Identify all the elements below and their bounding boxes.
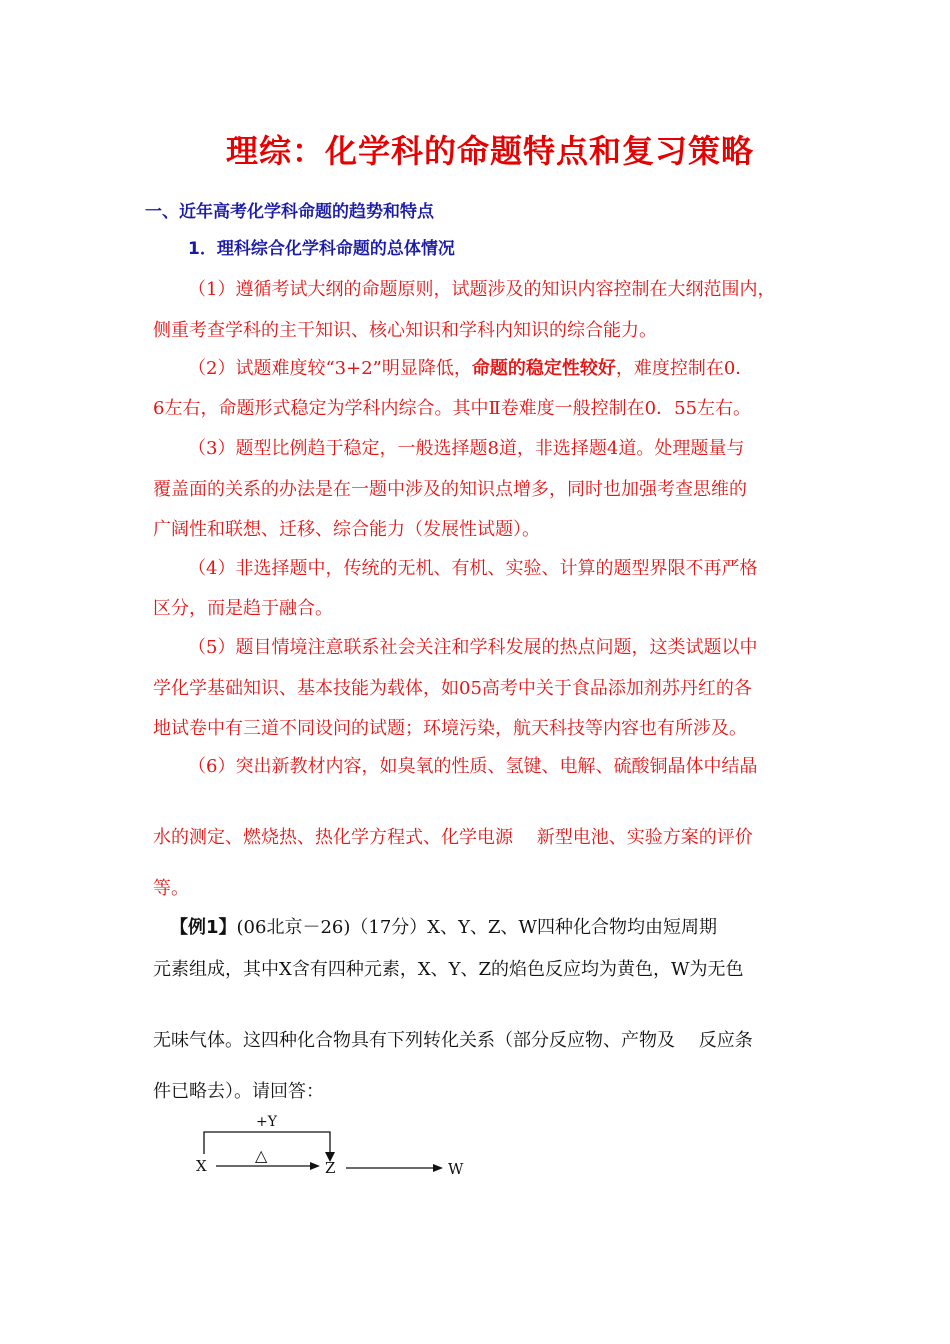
section-heading: 一、近年高考化学科命题的趋势和特点	[145, 202, 434, 222]
paragraph-2-line-2: 6左右，命题形式稳定为学科内综合。其中Ⅱ卷难度一般控制在0．55左右。	[153, 398, 752, 419]
arrowhead-z-to-w	[433, 1164, 443, 1172]
reaction-diagram	[190, 1106, 490, 1186]
label-heat: △	[255, 1146, 268, 1165]
subsection-heading: 1．理科综合化学科命题的总体情况	[188, 239, 455, 259]
paragraph-5-line-1: （5）题目情境注意联系社会关注和学科发展的热点问题，这类试题以中	[188, 637, 758, 658]
paragraph-1-line-2: 侧重考查学科的主干知识、核心知识和学科内知识的综合能力。	[153, 320, 657, 341]
paragraph-2-line-1	[188, 354, 753, 380]
paragraph-3-line-1: （3）题型比例趋于稳定，一般选择题8道，非选择题4道。处理题量与	[188, 438, 745, 459]
page-title: 理综：化学科的命题特点和复习策略	[225, 132, 754, 170]
node-x: X	[196, 1157, 207, 1175]
arrowhead-x-to-z	[310, 1162, 320, 1170]
example-line-2: 元素组成，其中X含有四种元素，X、Y、Z的焰色反应均为黄色，W为无色	[153, 959, 744, 980]
example-label: 【例1】	[170, 917, 237, 938]
paragraph-6-line-3: 等。	[153, 878, 189, 899]
example-line-4: 件已略去）。请回答：	[153, 1081, 324, 1102]
example-line-3: 无味气体。这四种化合物具有下列转化关系（部分反应物、产物及 反应条	[153, 1030, 753, 1051]
paragraph-1-line-1: （1）遵循考试大纲的命题原则，试题涉及的知识内容控制在大纲范围内，	[188, 279, 776, 300]
paragraph-2-emphasis: 命题的稳定性较好	[471, 358, 616, 379]
paragraph-3-line-2: 覆盖面的关系的办法是在一题中涉及的知识点增多，同时也加强考查思维的	[153, 479, 747, 500]
example-source: (06北京－26)（17分）X、Y、Z、W四种化合物均由短周期	[236, 917, 717, 938]
paragraph-4-line-2: 区分，而是趋于融合。	[153, 598, 333, 619]
paragraph-6-line-2: 水的测定、燃烧热、热化学方程式、化学电源 新型电池、实验方案的评价	[153, 827, 753, 848]
paragraph-6-line-1: （6）突出新教材内容，如臭氧的性质、氢键、电解、硫酸铜晶体中结晶	[188, 756, 758, 777]
paragraph-2-text-c: ，难度控制在0．	[615, 358, 754, 379]
node-w: W	[448, 1160, 464, 1178]
label-plus-y: +Y	[256, 1114, 277, 1130]
paragraph-5-line-2: 学化学基础知识、基本技能为载体，如05高考中关于食品添加剂苏丹红的各	[153, 678, 752, 699]
node-z: Z	[325, 1159, 336, 1177]
example-line-1	[170, 913, 717, 939]
paragraph-4-line-1: （4）非选择题中，传统的无机、有机、实验、计算的题型界限不再严格	[188, 558, 758, 579]
paragraph-3-line-3: 广阔性和联想、迁移、综合能力（发展性试题）。	[153, 519, 540, 540]
paragraph-5-line-3: 地试卷中有三道不同设问的试题；环境污染，航天科技等内容也有所涉及。	[153, 718, 747, 739]
paragraph-2-text-a: （2）试题难度较“3+2”明显降低，	[188, 358, 472, 379]
